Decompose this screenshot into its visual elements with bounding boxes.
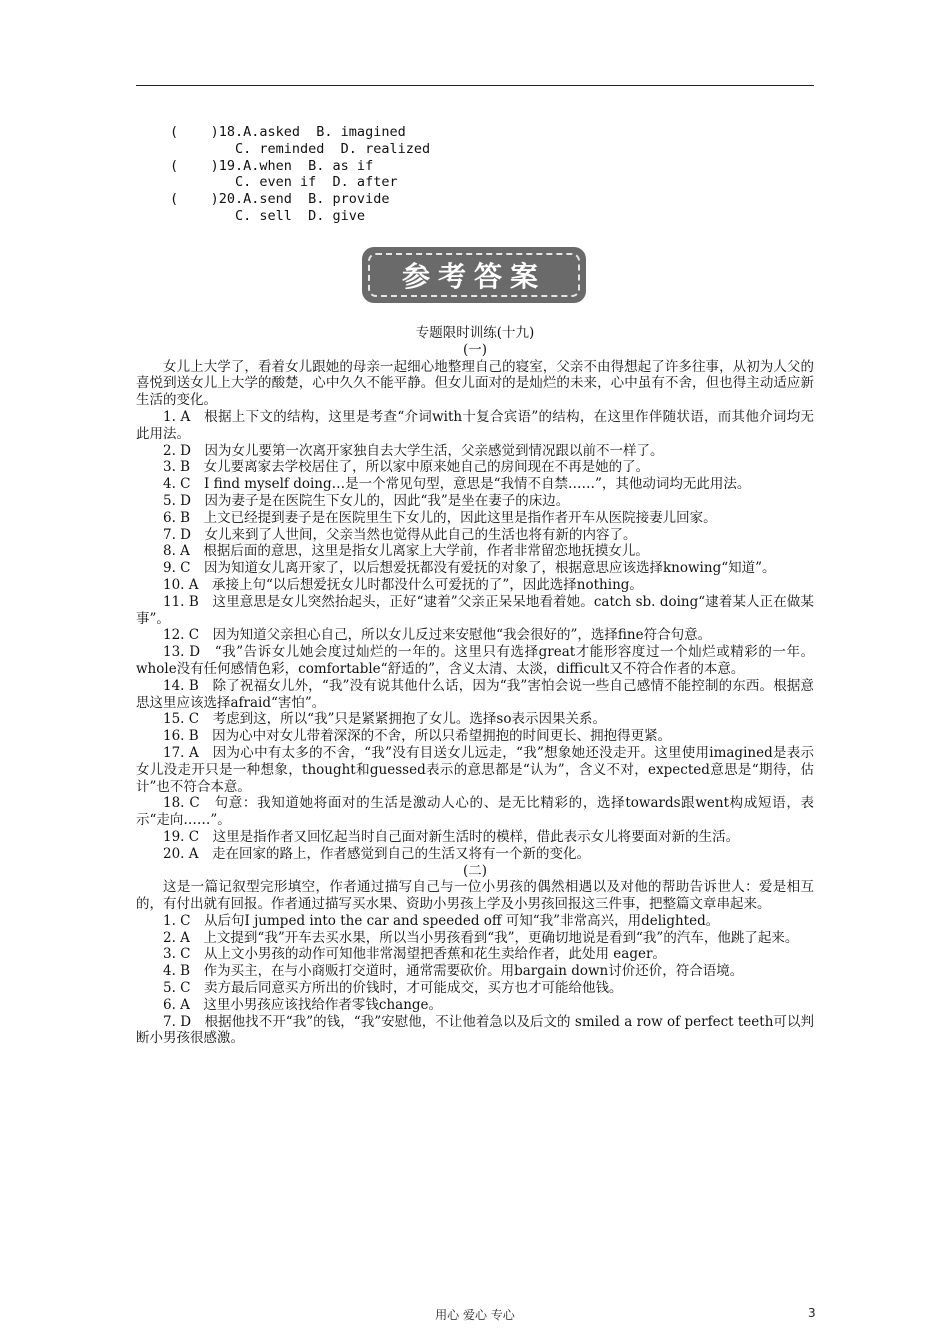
- header-rule: [136, 85, 814, 86]
- answer-item: 10. A 承接上句“以后想爱抚女儿时都没什么可爱抚的了”，因此选择nothing。: [163, 576, 643, 593]
- part-label: (一): [462, 341, 488, 358]
- banner-title: 参考答案: [368, 253, 580, 297]
- question-block: [170, 124, 570, 225]
- answer-item: 17. A 因为心中有太多的不舍，“我”没有目送女儿远走，“我”想象她还没走开。这里使用imagined是表示女儿没走开只是一种想象，thought和guessed表示的意思都是“认为”，含义不对，expected意思是“期待，估计”也不符合本意。: [136, 744, 814, 795]
- question-line: C. reminded D. realized: [170, 140, 431, 157]
- answer-item: 12. C 因为知道父亲担心自己，所以女儿反过来安慰他“我会很好的”，选择fine符合句意。: [163, 627, 712, 644]
- answer-item: 16. B 因为心中对女儿带着深深的不舍，所以只希望拥抱的时间更长、拥抱得更紧。: [163, 728, 672, 745]
- answer-item: 6. A 这里小男孩应该找给作者零钱change。: [163, 996, 443, 1013]
- answer-item: 7. D 女儿来到了人世间，父亲当然也觉得从此自己的生活也将有新的内容了。: [163, 526, 637, 543]
- answer-item: 8. A 根据后面的意思，这里是指女儿离家上大学前，作者非常留恋地抚摸女儿。: [163, 543, 649, 560]
- paragraph: 女儿上大学了，看着女儿跟她的母亲一起细心地整理自己的寝室，父亲不由得想起了许多往事，从初为人父的喜悦到送女儿上大学的酸楚，心中久久不能平静。但女儿面对的是灿烂的未来，心中虽有不舍，但也得主动适应新生活的变化。: [136, 358, 814, 409]
- answer-item: 4. B 作为买主，在与小商贩打交道时，通常需要砍价。用bargain down讨价还价，符合语境。: [163, 963, 744, 980]
- page-number: 3: [808, 1306, 816, 1320]
- answer-item: 3. C 从上文小男孩的动作可知他非常渴望把香蕉和花生卖给作者，此处用 eager。: [163, 946, 666, 963]
- part-label: (二): [462, 862, 488, 879]
- answer-item: 11. B 这里意思是女儿突然抬起头，正好“逮着”父亲正呆呆地看着她。catch sb. doing“逮着某人正在做某事”。: [136, 593, 814, 627]
- answer-item: 6. B 上文已经提到妻子是在医院里生下女儿的，因此这里是指作者开车从医院接妻儿回家。: [163, 509, 717, 526]
- answer-item: 4. C I find myself doing…是一个常见句型，意思是“我情不自禁……”，其他动词均无此用法。: [163, 476, 751, 493]
- answer-item: 20. A 走在回家的路上，作者感觉到自己的生活又将有一个新的变化。: [163, 845, 591, 862]
- answer-item: 5. C 卖方最后同意买方所出的价钱时，才可能成交，买方也才可能给他钱。: [163, 980, 623, 997]
- answer-item: 9. C 因为知道女儿离开家了，以后想爱抚都没有爱抚的对象了，根据意思应该选择knowing“知道”。: [163, 560, 776, 577]
- answer-item: 1. C 从后句I jumped into the car and speeded off 可知“我”非常高兴，用delighted。: [163, 912, 720, 929]
- paragraph: 这是一篇记叙型完形填空，作者通过描写自己与一位小男孩的偶然相遇以及对他的帮助告诉世人：爱是相互的，有付出就有回报。作者通过描写买水果、资助小男孩上学及小男孩回报这三件事，把整篇文章串起来。: [136, 879, 814, 913]
- answer-item: 15. C 考虑到这，所以“我”只是紧紧拥抱了女儿。选择so表示因果关系。: [163, 711, 606, 728]
- question-line: ( )18.A.asked B. imagined: [170, 124, 406, 140]
- section-title: 专题限时训练(十九): [415, 325, 535, 341]
- page-footer: 用心 爱心 专心: [435, 1308, 515, 1322]
- answer-content: [136, 325, 814, 1047]
- answer-item: 19. C 这里是指作者又回忆起当时自己面对新生活时的模样，借此表示女儿将要面对新的生活。: [163, 828, 740, 845]
- answer-item: 1. A 根据上下文的结构，这里是考查“介词with十复合宾语”的结构，在这里作伴随状语，而其他介词均无此用法。: [136, 408, 814, 442]
- question-line: C. sell D. give: [170, 207, 366, 224]
- answer-item: 2. D 因为女儿要第一次离开家独自去大学生活，父亲感觉到情况跟以前不一样了。: [163, 442, 664, 459]
- answer-item: 5. D 因为妻子是在医院生下女儿的，因此“我”是坐在妻子的床边。: [163, 492, 570, 509]
- answer-item: 13. D “我”告诉女儿她会度过灿烂的一年的。这里只有选择great才能形容度过一个灿烂或精彩的一年。whole没有任何感情色彩，comfortable“舒适的”，含义太清、太淡，difficult又不符合作者的本意。: [136, 644, 814, 677]
- answer-item: 2. A 上文提到“我”开车去买水果，所以当小男孩看到“我”，更确切地说是看到“我”的汽车，他跳了起来。: [163, 929, 799, 946]
- question-line: ( )20.A.send B. provide: [170, 191, 390, 208]
- answer-item: 7. D 根据他找不开“我”的钱，“我”安慰他，不让他着急以及后文的 smiled a row of perfect teeth可以判断小男孩很感激。: [136, 1013, 814, 1047]
- question-line: C. even if D. after: [170, 174, 398, 191]
- answer-item: 14. B 除了祝福女儿外，“我”没有说其他什么话，因为“我”害怕会说一些自己感情不能控制的东西。根据意思这里应该选择afraid“害怕”。: [136, 677, 814, 711]
- answer-item: 18. C 句意：我知道她将面对的生活是激动人心的、是无比精彩的，选择towards跟went构成短语，表示“走向……”。: [136, 795, 814, 829]
- question-line: ( )19.A.when B. as if: [170, 157, 374, 174]
- answer-item: 3. B 女儿要离家去学校居住了，所以家中原来她自己的房间现在不再是她的了。: [163, 459, 650, 476]
- answer-key-banner: [362, 247, 586, 303]
